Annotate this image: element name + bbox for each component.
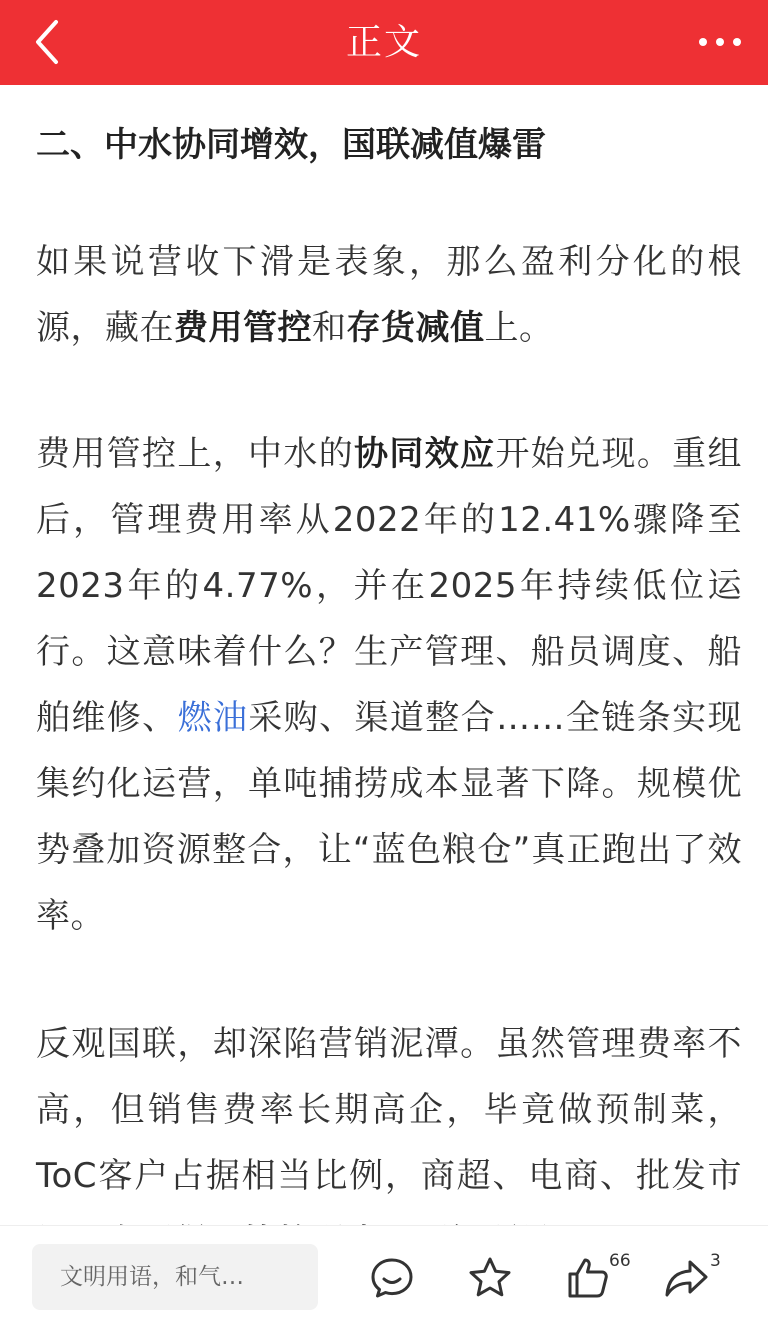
text-run: 如果说营收下滑是表象，那么盈利分化的根源，藏在 (36, 242, 742, 348)
comment-bubble-icon (368, 1254, 416, 1302)
thumbs-up-icon (564, 1254, 612, 1302)
fuel-link[interactable]: 燃油 (177, 698, 249, 738)
article-section-heading: 二、中水协同增效，国联减值爆雷 (36, 125, 546, 165)
like-button[interactable] (564, 1254, 612, 1302)
favorite-button[interactable] (466, 1254, 514, 1302)
text-run: 上。 (484, 308, 554, 348)
article-paragraph-2 (36, 421, 742, 949)
chevron-left-icon (22, 14, 78, 70)
text-run: 开始兑现。重组后，管理费用率从2022年的12.41%骤降至2023年的4.77%，并在2025年持续低位运行。这意味着什么？生产管理、船员调度、船舶维修、 (36, 434, 743, 738)
text-run: 和 (312, 308, 347, 348)
comment-button[interactable] (368, 1254, 416, 1302)
comment-input[interactable]: 文明用语，和气… (32, 1244, 318, 1310)
article-body (36, 85, 742, 1225)
star-icon (466, 1254, 514, 1302)
more-dots-icon (694, 22, 746, 62)
bold-term-inventory-impairment: 存货减值 (346, 308, 485, 348)
bold-term-expense-control: 费用管控 (174, 308, 312, 348)
article-paragraph-1 (36, 229, 742, 361)
like-count: 66 (609, 1251, 631, 1271)
article-paragraph-3: 反观国联，却深陷营销泥潭。虽然管理费率不高，但销售费率长期高企，毕竟做预制菜，ToC客户占据相当比例，商超、电商、批发市 (36, 1024, 742, 1196)
share-button[interactable] (662, 1254, 710, 1302)
back-button[interactable] (22, 14, 78, 70)
bold-term-synergy: 协同效应 (354, 434, 496, 474)
top-nav-bar (0, 0, 768, 85)
more-button[interactable] (694, 22, 746, 62)
bottom-action-bar (0, 1225, 768, 1322)
share-arrow-icon (662, 1254, 710, 1302)
text-run: 费用管控上，中水的 (36, 434, 355, 474)
text-run: 采购、渠道整合……全链条实现集约化运营，单吨捕捞成本显著下降。规模优势叠加资源整合，让“蓝色粮仓”真正跑出了效率。 (36, 698, 743, 936)
share-count: 3 (710, 1251, 721, 1271)
page-title: 正文 (345, 22, 422, 63)
